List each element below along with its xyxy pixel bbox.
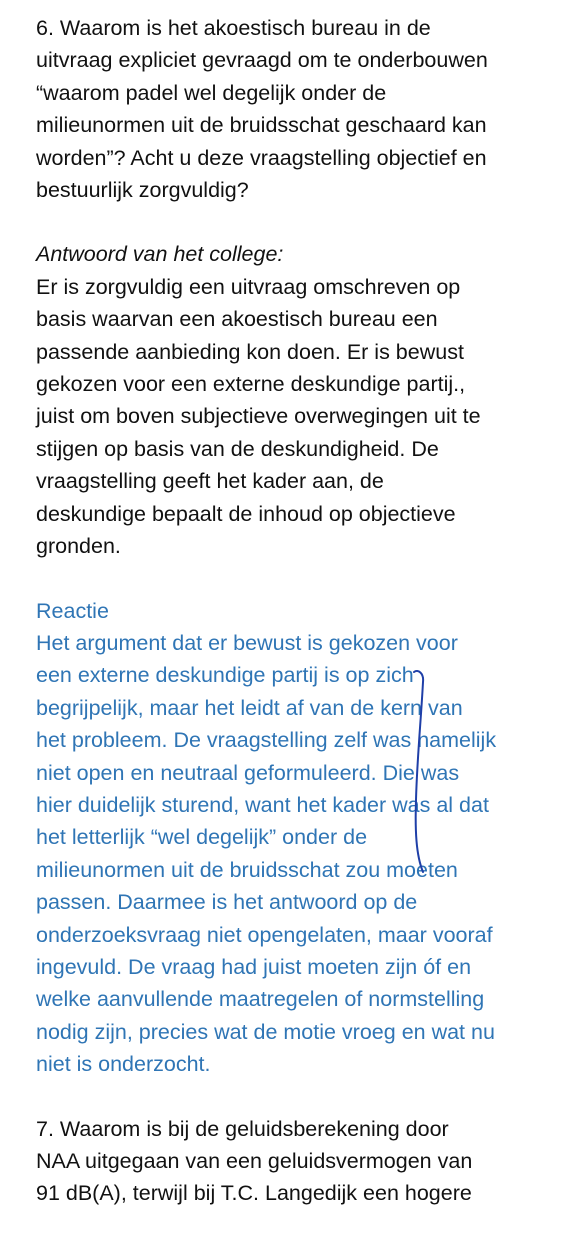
question-6-line: 6. Waarom is het akoestisch bureau in de [36,16,431,40]
reaction-line: ingevuld. De vraag had juist moeten zijn óf en [36,954,472,979]
college-answer-line: deskundige bepaalt de inhoud op objectieve [36,501,456,526]
question-7 [36,1113,576,1210]
college-answer-line: Er is zorgvuldig een uitvraag omschreven op [36,274,461,299]
reaction-line: Het argument dat er bewust is gekozen voor [36,630,458,655]
reaction-line: het letterlijk “wel degelijk” onder de [36,825,368,850]
college-answer-line: juist om boven subjectieve overwegingen uit te [36,404,481,429]
question-6-line: worden”? Acht u deze vraagstelling objectief en [36,145,487,170]
reaction-line: het probleem. De vraagstelling zelf was namelijk [36,728,497,753]
reaction-line: hier duidelijk sturend, want het kader was al dat [36,792,489,817]
reaction-line: passen. Daarmee is het antwoord op de [36,890,418,915]
college-answer-heading: Antwoord van het college: [36,242,284,267]
question-7-line: 7. Waarom is bij de geluidsberekening door [36,1116,449,1141]
reaction-line: begrijpelijk, maar het leidt af van de kern van [36,695,463,720]
reaction [36,595,576,1081]
question-6-line: milieunormen uit de bruidsschat geschaard kan [36,113,487,138]
college-answer-line: gekozen voor een externe deskundige partij., [36,372,466,397]
reaction-line: nodig zijn, precies wat de motie vroeg en wat nu [36,1019,495,1044]
reaction-line: niet is onderzocht. [36,1052,211,1077]
college-answer-line: basis waarvan een akoestisch bureau een [36,307,438,332]
question-6-line: bestuurlijk zorgvuldig? [36,178,249,203]
reaction-line: welke aanvullende maatregelen of normstelling [36,987,485,1012]
reaction-line: een externe deskundige partij is op zich [36,663,414,688]
reaction-line: milieunormen uit de bruidsschat zou moeten [36,857,458,882]
college-answer-line: stijgen op basis van de deskundigheid. De [36,436,439,461]
question-7-line: 91 dB(A), terwijl bij T.C. Langedijk een hogere [36,1181,472,1206]
document-body [36,12,576,1242]
college-answer [36,238,576,562]
question-6-line: uitvraag expliciet gevraagd om te onderbouwen [36,48,488,73]
college-answer-line: gronden. [36,534,121,559]
question-6-line: “waarom padel wel degelijk onder de [36,80,387,105]
reaction-line: niet open en neutraal geformuleerd. Die was [36,760,460,785]
reaction-line: onderzoeksvraag niet opengelaten, maar vooraf [36,922,493,947]
college-answer-line: vraagstelling geeft het kader aan, de [36,469,384,494]
question-6 [36,12,576,206]
question-7-line: NAA uitgegaan van een geluidsvermogen van [36,1149,473,1173]
college-answer-line: passende aanbieding kon doen. Er is bewust [36,339,464,364]
reaction-heading: Reactie [36,598,109,623]
